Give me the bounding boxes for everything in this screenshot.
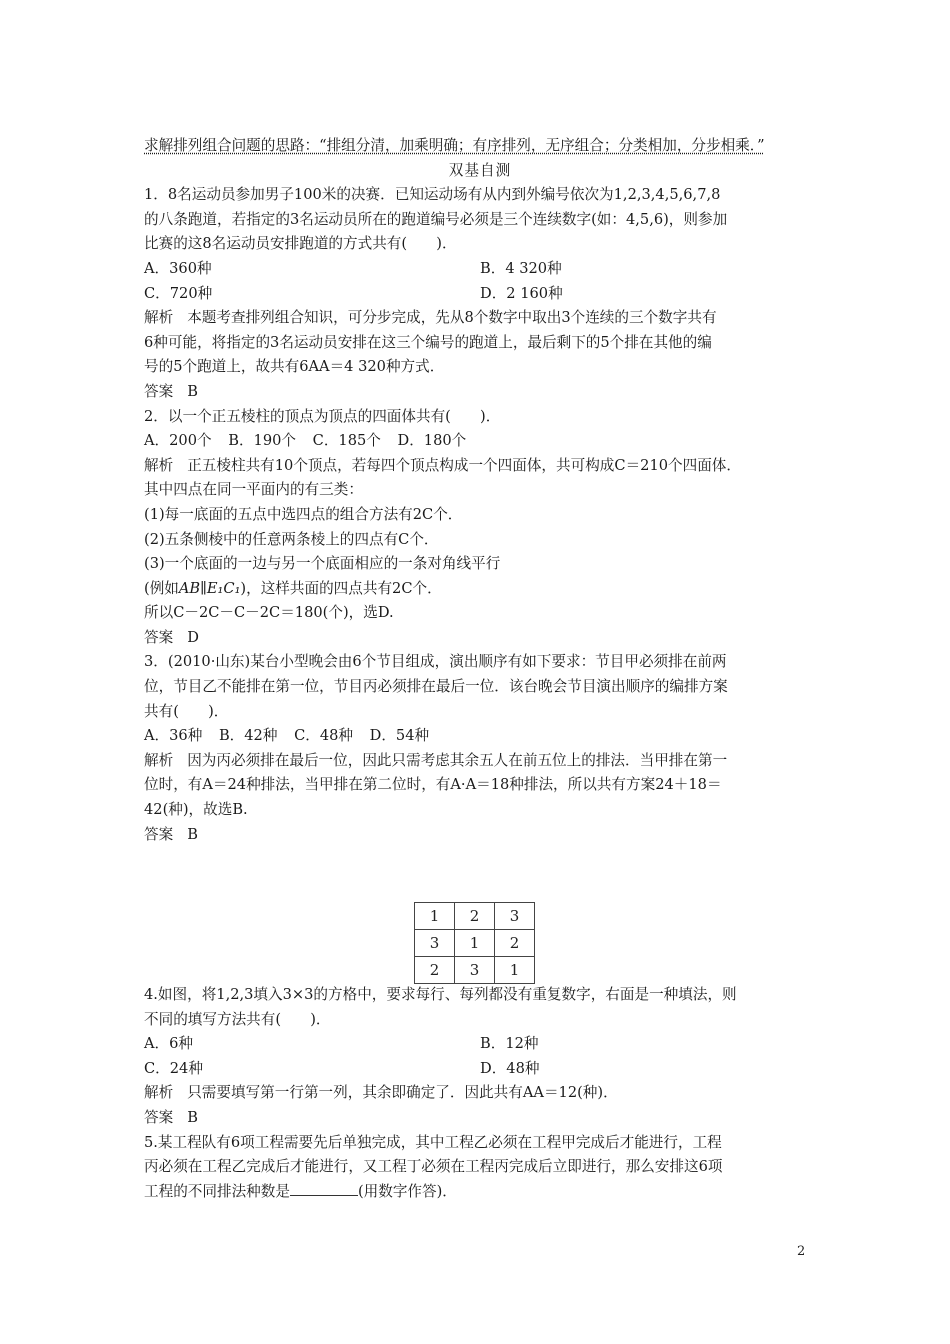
- q4-option-a: A．6种: [144, 1035, 194, 1053]
- q2-example-prefix: (例如: [144, 579, 179, 597]
- q4-answer-label: 答案: [144, 1108, 174, 1126]
- q5-stem-line-3: [144, 1180, 816, 1205]
- q2-option-c: C．185个: [312, 432, 381, 450]
- q1-analysis-text-1: 本题考查排列组合知识，可分步完成，先从8个数字中取出3个连续的三个数字共有: [187, 309, 717, 327]
- q1-analysis-line-2: 6种可能，将指定的3名运动员安排在这三个编号的跑道上，最后剩下的5个排在其他的编: [144, 333, 712, 351]
- q2-analysis-text-1: 正五棱柱共有10个顶点，若每四个顶点构成一个四面体，共可构成C＝210个四面体．: [187, 456, 741, 474]
- q3-option-b: B．42种: [218, 727, 278, 745]
- question-5: [144, 1131, 816, 1205]
- question-2: [144, 405, 816, 651]
- grid-row-2: [415, 930, 535, 957]
- question-3: [144, 650, 816, 847]
- latin-square-table: [414, 902, 535, 984]
- q4-stem-line-2: 不同的填写方法共有( )．: [144, 1010, 331, 1028]
- grid-cell: 1: [495, 957, 535, 984]
- grid-row-3: [415, 957, 535, 984]
- q1-answer-value: B: [187, 382, 198, 400]
- q2-options: [144, 429, 816, 454]
- q2-analysis-line-1: [144, 454, 816, 479]
- q5-answer-blank: [290, 1181, 358, 1196]
- q4-stem-line-1: 4.如图，将1,2,3填入3×3的方格中，要求每行、每列都没有重复数字，右面是一种填法，则: [144, 986, 737, 1003]
- q2-analysis-line-2: 其中四点在同一平面内的有三类：: [144, 481, 363, 499]
- q3-options: [144, 724, 816, 749]
- q2-example-line: [144, 577, 816, 602]
- q2-example-math: AB∥E₁C₁: [178, 579, 241, 597]
- q2-analysis-line-4: (2)五条侧棱中的任意两条棱上的四点有C个．: [144, 530, 439, 548]
- q1-analysis-label: 解析: [144, 309, 174, 327]
- q3-analysis-line-3: 42(种)，故选B.: [144, 801, 248, 819]
- grid-cell: 2: [455, 903, 495, 930]
- page-number: 2: [797, 1244, 806, 1259]
- grid-cell: 1: [455, 930, 495, 957]
- q2-option-b: B．190个: [228, 432, 297, 450]
- section-title: 双基自测: [448, 161, 512, 179]
- grid-row-1: [415, 903, 535, 930]
- q3-analysis-label: 解析: [144, 751, 174, 769]
- q1-stem-line-2: 的八条跑道，若指定的3名运动员所在的跑道编号必须是三个连续数字(如：4,5,6)，则参加: [144, 210, 728, 228]
- q3-option-c: C．48种: [294, 727, 353, 745]
- q4-answer: [144, 1106, 816, 1131]
- q1-stem-line-3: 比赛的这8名运动员安排跑道的方式共有( )．: [144, 235, 457, 253]
- q2-example-suffix: )，这样共面的四点共有2C个．: [240, 579, 442, 597]
- grid-cell: 3: [495, 903, 535, 930]
- q3-option-d: D．54种: [369, 727, 430, 745]
- q5-stem-line-1: 5.某工程队有6项工程需要先后单独完成，其中工程乙必须在工程甲完成后才能进行，工程: [144, 1133, 722, 1151]
- q3-answer: [144, 823, 816, 848]
- q2-answer-label: 答案: [144, 628, 174, 646]
- q5-last-prefix: 工程的不同排法种数是: [144, 1182, 290, 1200]
- page-content: [144, 134, 816, 847]
- grid-cell: 2: [415, 957, 455, 984]
- q3-analysis-line-1: [144, 749, 816, 774]
- q1-answer-label: 答案: [144, 382, 174, 400]
- q1-option-b: B．4 320种: [480, 259, 562, 277]
- q2-analysis-label: 解析: [144, 456, 174, 474]
- q1-stem-line-1: 1．8名运动员参加男子100米的决赛．已知运动场有从内到外编号依次为1,2,3,4,5,6,7,8: [144, 186, 721, 204]
- q4-option-d: D．48种: [480, 1059, 540, 1077]
- q2-analysis-line-5: (3)一个底面的一边与另一个底面相应的一条对角线平行: [144, 555, 501, 573]
- q5-stem-line-2: 丙必须在工程乙完成后才能进行，又工程丁必须在工程丙完成后立即进行，那么安排这6项: [144, 1158, 723, 1176]
- q3-analysis-line-2: 位时，有A＝24种排法，当甲排在第二位时，有A·A＝18种排法，所以共有方案24＋18＝: [144, 776, 722, 794]
- q5-last-suffix: (用数字作答)．: [357, 1182, 457, 1200]
- q4-options-row-2: [144, 1057, 816, 1082]
- q3-stem-line-3: 共有( )．: [144, 702, 229, 720]
- q2-answer-value: D: [187, 628, 199, 646]
- question-1: [144, 183, 816, 404]
- q1-answer: [144, 380, 816, 405]
- q3-stem-line-2: 位，节目乙不能排在第一位，节目丙必须排在最后一位．该台晚会节目演出顺序的编排方案: [144, 678, 728, 696]
- grid-cell: 2: [495, 930, 535, 957]
- q2-conclusion: 所以C－2C－C－2C＝180(个)，选D.: [144, 604, 394, 622]
- q3-answer-label: 答案: [144, 825, 174, 843]
- q1-analysis-line-3: 号的5个跑道上，故共有6AA＝4 320种方式．: [144, 358, 445, 376]
- q2-answer: [144, 626, 816, 651]
- q3-answer-value: B: [187, 825, 198, 843]
- q4-analysis-label: 解析: [144, 1084, 174, 1102]
- q1-option-d: D．2 160种: [480, 284, 563, 302]
- question-4: [144, 983, 816, 1131]
- q4-grid-figure: [414, 902, 535, 984]
- q1-analysis-line-1: [144, 306, 816, 331]
- q2-stem: 2．以一个正五棱柱的顶点为顶点的四面体共有( )．: [144, 407, 501, 425]
- intro-tip: 求解排列组合问题的思路：“排组分清，加乘明确；有序排列，无序组合；分类相加，分步相乘．”: [144, 137, 765, 154]
- grid-cell: 1: [415, 903, 455, 930]
- q2-analysis-line-3: (1)每一底面的五点中选四点的组合方法有2C个．: [144, 505, 463, 523]
- q4-analysis-text: 只需要填写第一行第一列，其余即确定了．因此共有AA＝12(种)．: [187, 1084, 618, 1102]
- q2-option-d: D．180个: [397, 432, 467, 450]
- q3-analysis-text-1: 因为丙必须排在最后一位，因此只需考虑其余五人在前五位上的排法．当甲排在第一: [187, 751, 728, 769]
- q1-option-c: C．720种: [144, 284, 213, 302]
- grid-cell: 3: [455, 957, 495, 984]
- q1-options-row-2: [144, 282, 816, 307]
- q2-option-a: A．200个: [144, 432, 212, 450]
- q4-option-b: B．12种: [480, 1035, 539, 1053]
- q4-analysis: [144, 1081, 816, 1106]
- page-content-lower: [144, 983, 816, 1204]
- q4-answer-value: B: [187, 1108, 198, 1126]
- grid-cell: 3: [415, 930, 455, 957]
- q3-option-a: A．36种: [144, 727, 203, 745]
- q4-options-row-1: [144, 1032, 816, 1057]
- q4-option-c: C．24种: [144, 1059, 203, 1077]
- q1-option-a: A．360种: [144, 259, 212, 277]
- q3-stem-line-1: 3．(2010·山东)某台小型晚会由6个节目组成，演出顺序有如下要求：节目甲必须排在前两: [144, 653, 727, 671]
- q1-options-row-1: [144, 257, 816, 282]
